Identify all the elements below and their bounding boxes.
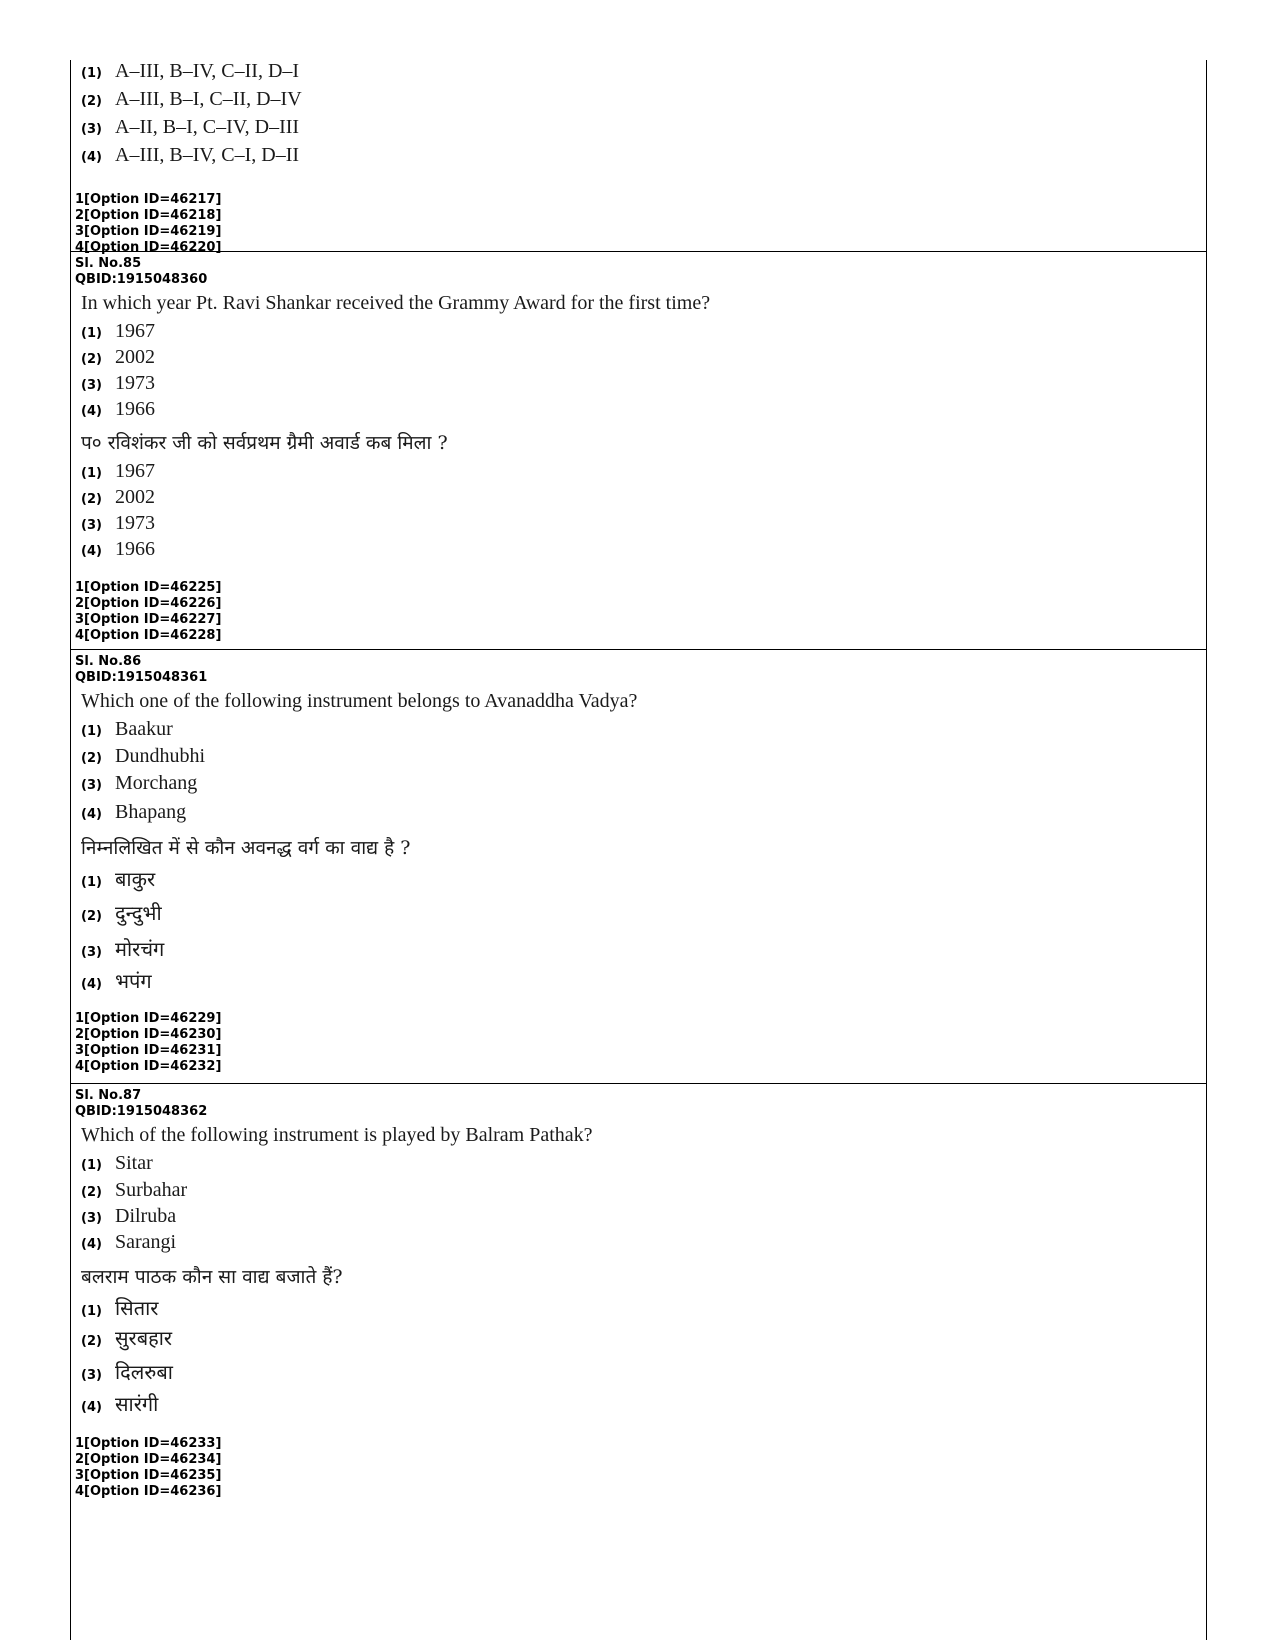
option-number: (3)	[81, 122, 102, 137]
question-bank-id: QBID:1915048362	[75, 1104, 208, 1119]
option-number: (2)	[81, 909, 102, 924]
option-2	[81, 899, 1202, 935]
option-id: 2[Option ID=46226]	[75, 596, 222, 611]
option-4	[81, 538, 1202, 564]
option-text: 1973	[115, 372, 155, 394]
question-bank-id: QBID:1915048360	[75, 272, 208, 287]
option-text: Dundhubhi	[115, 745, 205, 767]
option-text: A–II, B–I, C–IV, D–III	[115, 116, 300, 138]
option-1	[81, 1294, 1202, 1324]
option-2	[81, 88, 1202, 116]
question-text-en: Which one of the following instrument belongs to Avanaddha Vadya?	[81, 690, 638, 712]
option-2	[81, 1324, 1202, 1358]
option-text: Sarangi	[115, 1231, 177, 1253]
option-2	[81, 745, 1202, 772]
option-text: Morchang	[115, 772, 198, 794]
option-2	[81, 486, 1202, 512]
serial-number: Sl. No.87	[75, 1088, 142, 1103]
option-3	[81, 935, 1202, 967]
question-block-86	[71, 650, 1206, 1084]
option-id: 3[Option ID=46219]	[75, 224, 222, 239]
option-id: 4[Option ID=46228]	[75, 628, 222, 643]
question-block-prev	[71, 60, 1206, 255]
option-id: 1[Option ID=46225]	[75, 580, 222, 595]
option-id: 2[Option ID=46218]	[75, 208, 222, 223]
option-text: सुरबहार	[115, 1326, 173, 1350]
option-number: (1)	[81, 466, 102, 481]
option-number: (2)	[81, 1334, 102, 1349]
option-1	[81, 718, 1202, 745]
question-text-en: In which year Pt. Ravi Shankar received the Grammy Award for the first time?	[81, 292, 711, 314]
option-number: (4)	[81, 1400, 102, 1415]
question-block-85	[71, 252, 1206, 650]
option-number: (2)	[81, 492, 102, 507]
option-id: 1[Option ID=46233]	[75, 1436, 222, 1451]
option-text: 1967	[115, 320, 155, 342]
option-1	[81, 1152, 1202, 1179]
option-number: (4)	[81, 977, 102, 992]
option-number: (4)	[81, 1237, 102, 1252]
option-id: 4[Option ID=46232]	[75, 1059, 222, 1074]
option-text: A–III, B–I, C–II, D–IV	[115, 88, 302, 110]
option-id: 2[Option ID=46234]	[75, 1452, 222, 1467]
option-text: Surbahar	[115, 1179, 188, 1201]
option-id-list	[75, 580, 1202, 644]
option-number: (3)	[81, 1211, 102, 1226]
option-number: (1)	[81, 875, 102, 890]
option-text: A–III, B–IV, C–II, D–I	[115, 60, 300, 82]
question-bank-id: QBID:1915048361	[75, 670, 208, 685]
option-4	[81, 967, 1202, 995]
option-number: (3)	[81, 1368, 102, 1383]
option-text: भपंग	[115, 969, 152, 993]
option-number: (2)	[81, 1185, 102, 1200]
option-id-list	[75, 1436, 1202, 1500]
option-4	[81, 398, 1202, 424]
option-id: 3[Option ID=46227]	[75, 612, 222, 627]
question-paper	[70, 60, 1207, 1640]
option-number: (1)	[81, 66, 102, 81]
option-number: (3)	[81, 378, 102, 393]
option-number: (1)	[81, 1304, 102, 1319]
option-1	[81, 60, 1202, 88]
question-text-hi: बलराम पाठक कौन सा वाद्य बजाते हैं?	[81, 1266, 343, 1288]
option-number: (4)	[81, 807, 102, 822]
option-text: Sitar	[115, 1152, 153, 1174]
option-text: 1966	[115, 538, 155, 560]
option-4	[81, 144, 1202, 172]
option-text: A–III, B–IV, C–I, D–II	[115, 144, 300, 166]
option-2	[81, 1179, 1202, 1205]
option-number: (1)	[81, 326, 102, 341]
option-number: (1)	[81, 724, 102, 739]
option-number: (4)	[81, 150, 102, 165]
option-text: Baakur	[115, 718, 173, 740]
option-2	[81, 346, 1202, 372]
option-id: 1[Option ID=46217]	[75, 192, 222, 207]
option-1	[81, 320, 1202, 346]
option-id: 2[Option ID=46230]	[75, 1027, 222, 1042]
serial-number: Sl. No.85	[75, 256, 142, 271]
option-number: (2)	[81, 751, 102, 766]
option-number: (2)	[81, 352, 102, 367]
option-id-list	[75, 192, 1202, 256]
option-number: (3)	[81, 518, 102, 533]
option-number: (4)	[81, 544, 102, 559]
option-number: (3)	[81, 945, 102, 960]
question-block-87	[71, 1084, 1206, 1503]
serial-number: Sl. No.86	[75, 654, 142, 669]
option-id: 1[Option ID=46229]	[75, 1011, 222, 1026]
option-id: 4[Option ID=46220]	[75, 240, 222, 255]
option-1	[81, 460, 1202, 486]
option-text: 1973	[115, 512, 155, 534]
question-text-hi: प० रविशंकर जी को सर्वप्रथम ग्रैमी अवार्ड कब मिला ?	[81, 432, 448, 454]
option-text: सारंगी	[115, 1392, 159, 1416]
option-4	[81, 1231, 1202, 1258]
option-text: Bhapang	[115, 801, 187, 823]
question-text-hi: निम्नलिखित में से कौन अवनद्ध वर्ग का वाद्य है ?	[81, 837, 411, 859]
option-text: सितार	[115, 1296, 159, 1320]
option-text: 2002	[115, 486, 155, 508]
option-id: 3[Option ID=46235]	[75, 1468, 222, 1483]
option-text: Dilruba	[115, 1205, 177, 1227]
option-3	[81, 116, 1202, 144]
option-number: (3)	[81, 778, 102, 793]
option-text: दिलरुबा	[115, 1360, 173, 1384]
option-number: (1)	[81, 1158, 102, 1173]
option-3	[81, 512, 1202, 538]
option-text: 1966	[115, 398, 155, 420]
option-4	[81, 801, 1202, 829]
option-1	[81, 865, 1202, 899]
option-number: (2)	[81, 94, 102, 109]
question-text-en: Which of the following instrument is played by Balram Pathak?	[81, 1124, 593, 1146]
option-4	[81, 1390, 1202, 1420]
option-id: 4[Option ID=46236]	[75, 1484, 222, 1499]
option-text: 2002	[115, 346, 155, 368]
option-3	[81, 772, 1202, 801]
option-id-list	[75, 1011, 1202, 1075]
option-number: (4)	[81, 404, 102, 419]
option-3	[81, 1358, 1202, 1390]
option-3	[81, 1205, 1202, 1231]
option-id: 3[Option ID=46231]	[75, 1043, 222, 1058]
option-text: दुन्दुभी	[115, 901, 162, 925]
option-3	[81, 372, 1202, 398]
option-text: बाकुर	[115, 867, 156, 891]
option-text: मोरचंग	[115, 937, 165, 961]
option-text: 1967	[115, 460, 155, 482]
